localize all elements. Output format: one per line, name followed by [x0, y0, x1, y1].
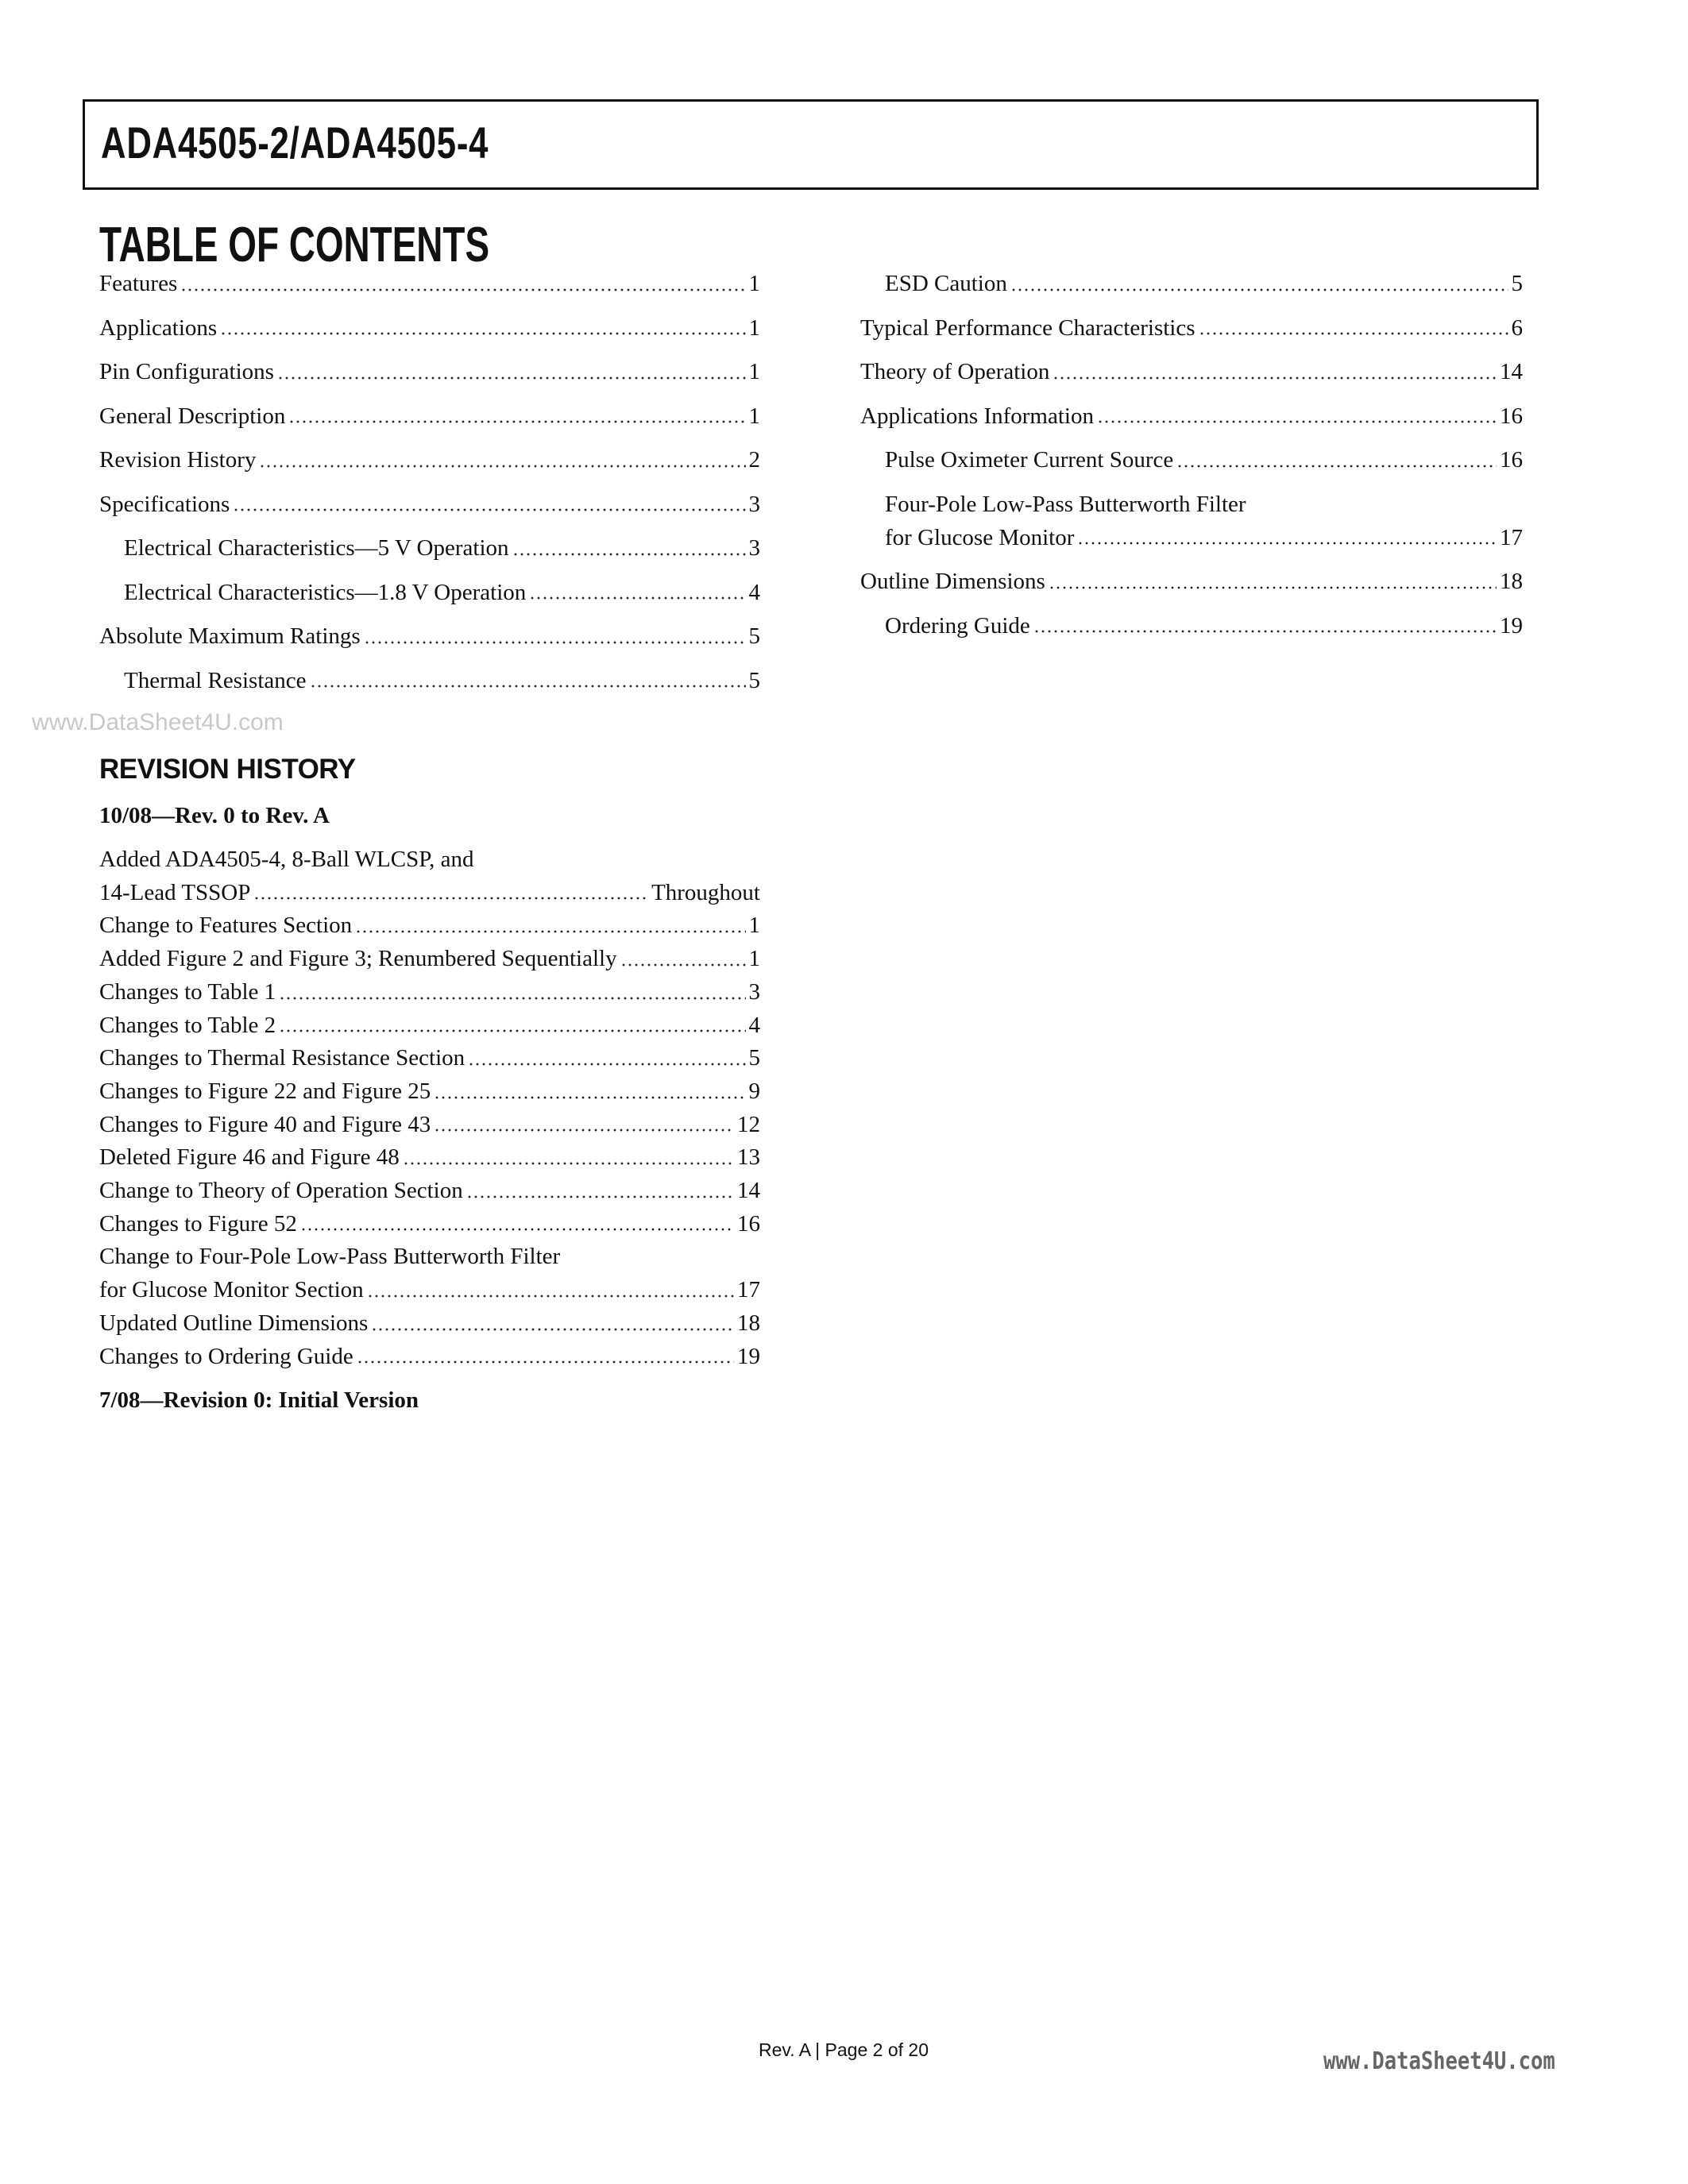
entry-label: Ordering Guide	[885, 612, 1030, 639]
rev-0-heading: 7/08—Revision 0: Initial Version	[99, 1387, 419, 1413]
entry-label: Pulse Oximeter Current Source	[885, 447, 1174, 473]
entry-page: 16	[1500, 447, 1523, 473]
entry-page: 3	[748, 491, 760, 517]
dot-leader	[371, 1328, 734, 1331]
entry-page: 14	[1500, 359, 1523, 384]
entry-text-line1: Four-Pole Low-Pass Butterworth Filter	[885, 491, 1246, 517]
entry-label: 14-Lead TSSOP	[99, 879, 251, 905]
entry-label: Change to Theory of Operation Section	[99, 1178, 463, 1203]
toc-entry[interactable]	[860, 358, 1523, 386]
entry-page: 4	[748, 579, 760, 605]
dot-leader	[357, 1360, 734, 1364]
dot-leader	[1097, 420, 1497, 423]
entry-label: Theory of Operation	[860, 359, 1050, 384]
watermark-bottom: www.DataSheet4U.com	[1323, 2047, 1555, 2075]
entry-page: 5	[1511, 271, 1523, 296]
toc-entry[interactable]	[99, 579, 760, 607]
toc-entry[interactable]	[99, 446, 760, 474]
entry-label: Outline Dimensions	[860, 569, 1045, 594]
toc-entry[interactable]	[99, 1343, 760, 1371]
entry-page: 1	[748, 271, 760, 296]
entry-page: 1	[748, 314, 760, 341]
entry-text-line1: Change to Four-Pole Low-Pass Butterworth Filter	[99, 1244, 561, 1270]
entry-page: 5	[748, 623, 760, 649]
toc-entry[interactable]	[99, 1276, 760, 1304]
dot-leader	[253, 897, 648, 900]
dot-leader	[403, 1162, 734, 1165]
toc-entry[interactable]	[99, 1078, 760, 1106]
toc-entry[interactable]	[99, 270, 760, 298]
entry-label: Changes to Thermal Resistance Section	[99, 1045, 465, 1071]
toc-entry[interactable]	[99, 534, 760, 562]
entry-label: Changes to Figure 40 and Figure 43	[99, 1111, 431, 1137]
dot-leader	[367, 1295, 734, 1298]
entry-label: Features	[99, 271, 178, 296]
dot-leader	[1199, 332, 1508, 335]
entry-label: Electrical Characteristics—5 V Operation	[124, 535, 509, 561]
entry-page: 9	[748, 1078, 760, 1104]
dot-leader	[434, 1096, 745, 1099]
toc-entry[interactable]	[860, 446, 1523, 474]
toc-entry[interactable]	[99, 403, 760, 430]
entry-page: 5	[748, 667, 760, 693]
toc-entry[interactable]	[860, 270, 1523, 298]
entry-label: Changes to Figure 52	[99, 1210, 297, 1237]
toc-entry[interactable]	[99, 667, 760, 695]
entry-label: Change to Features Section	[99, 913, 353, 939]
header-box	[83, 99, 1539, 190]
entry-label: Typical Performance Characteristics	[860, 314, 1196, 341]
toc-entry[interactable]	[99, 314, 760, 342]
entry-page: 18	[1500, 569, 1523, 594]
entry-label: for Glucose Monitor Section	[99, 1277, 364, 1303]
entry-page: 12	[737, 1111, 760, 1137]
toc-entry[interactable]	[99, 978, 760, 1006]
dot-leader	[288, 420, 745, 423]
entry-page: 5	[748, 1045, 760, 1071]
toc-entry[interactable]	[99, 358, 760, 386]
document-title: ADA4505-2/ADA4505-4	[101, 118, 489, 168]
entry-label: Absolute Maximum Ratings	[99, 623, 361, 649]
entry-page: 19	[1500, 612, 1523, 639]
toc-entry[interactable]	[99, 491, 760, 519]
dot-leader	[279, 1029, 745, 1032]
toc-heading: TABLE OF CONTENTS	[99, 218, 490, 272]
page-footer: Rev. A | Page 2 of 20	[759, 2039, 929, 2060]
entry-label: Changes to Table 1	[99, 978, 276, 1005]
dot-leader	[355, 930, 745, 933]
dot-leader	[529, 596, 745, 600]
entry-page: 19	[737, 1343, 760, 1369]
toc-entry[interactable]	[99, 1012, 760, 1040]
entry-page: 2	[748, 447, 760, 473]
entry-page: 6	[1511, 314, 1523, 341]
entry-page: 13	[737, 1144, 760, 1171]
dot-leader	[1033, 630, 1497, 633]
toc-entry[interactable]	[99, 1111, 760, 1139]
toc-entry[interactable]	[860, 524, 1523, 552]
entry-page: 3	[748, 535, 760, 561]
entry-label: Changes to Table 2	[99, 1012, 276, 1038]
entry-label: Specifications	[99, 491, 230, 517]
dot-leader	[364, 641, 746, 644]
entry-label: Applications	[99, 314, 218, 341]
dot-leader	[468, 1063, 745, 1066]
dot-leader	[180, 288, 745, 291]
toc-entry[interactable]	[860, 403, 1523, 430]
entry-page: 16	[1500, 403, 1523, 429]
entry-label: Pin Configurations	[99, 359, 274, 384]
toc-entry[interactable]	[99, 1210, 760, 1238]
entry-page: 1	[748, 913, 760, 939]
entry-page: 14	[737, 1178, 760, 1203]
dot-leader	[279, 997, 745, 1000]
entry-label: Deleted Figure 46 and Figure 48	[99, 1144, 400, 1171]
dot-leader	[310, 685, 746, 688]
entry-label: ESD Caution	[885, 271, 1007, 296]
dot-leader	[259, 465, 745, 468]
dot-leader	[277, 376, 746, 380]
dot-leader	[233, 508, 745, 511]
entry-page: 16	[737, 1210, 760, 1237]
entry-page: 17	[737, 1277, 760, 1303]
entry-label: Updated Outline Dimensions	[99, 1310, 369, 1336]
entry-text-line1: Added ADA4505-4, 8-Ball WLCSP, and	[99, 847, 474, 872]
toc-entry[interactable]	[99, 879, 760, 907]
dot-leader	[434, 1129, 734, 1132]
toc-entry[interactable]	[99, 912, 760, 940]
dot-leader	[512, 553, 746, 556]
dot-leader	[1077, 542, 1497, 545]
dot-leader	[1010, 288, 1508, 291]
entry-page: Throughout	[651, 879, 760, 905]
entry-label: Changes to Ordering Guide	[99, 1343, 353, 1369]
dot-leader	[1053, 376, 1497, 380]
entry-label: General Description	[99, 403, 286, 429]
revision-history-heading: REVISION HISTORY	[99, 754, 356, 785]
toc-entry[interactable]	[99, 1044, 760, 1072]
entry-page: 1	[748, 946, 760, 972]
entry-label: Electrical Characteristics—1.8 V Operation	[124, 579, 527, 605]
entry-page: 1	[748, 403, 760, 429]
entry-page: 3	[748, 978, 760, 1005]
dot-leader	[620, 963, 746, 967]
entry-label: Revision History	[99, 447, 257, 473]
entry-label: Applications Information	[860, 403, 1094, 429]
toc-entry[interactable]	[860, 314, 1523, 342]
entry-label: Added Figure 2 and Figure 3; Renumbered Sequentially	[99, 946, 617, 972]
toc-entry[interactable]	[99, 945, 760, 973]
toc-entry[interactable]	[860, 612, 1523, 640]
entry-label: Changes to Figure 22 and Figure 25	[99, 1078, 431, 1104]
dot-leader	[1176, 465, 1497, 468]
toc-entry[interactable]	[99, 623, 760, 650]
entry-page: 1	[748, 359, 760, 384]
dot-leader	[220, 332, 745, 335]
entry-page: 17	[1500, 524, 1523, 550]
toc-entry[interactable]	[99, 1310, 760, 1337]
toc-entry[interactable]	[99, 1144, 760, 1171]
watermark-left: www.DataSheet4U.com	[32, 709, 284, 735]
entry-label: Thermal Resistance	[124, 667, 307, 693]
dot-leader	[300, 1228, 734, 1231]
toc-entry[interactable]	[99, 1177, 760, 1205]
dot-leader	[466, 1195, 734, 1198]
rev-a-heading: 10/08—Rev. 0 to Rev. A	[99, 803, 330, 828]
dot-leader	[1049, 586, 1497, 589]
entry-label: for Glucose Monitor	[885, 524, 1075, 550]
entry-page: 4	[748, 1012, 760, 1038]
toc-entry[interactable]	[860, 568, 1523, 596]
entry-page: 18	[737, 1310, 760, 1336]
